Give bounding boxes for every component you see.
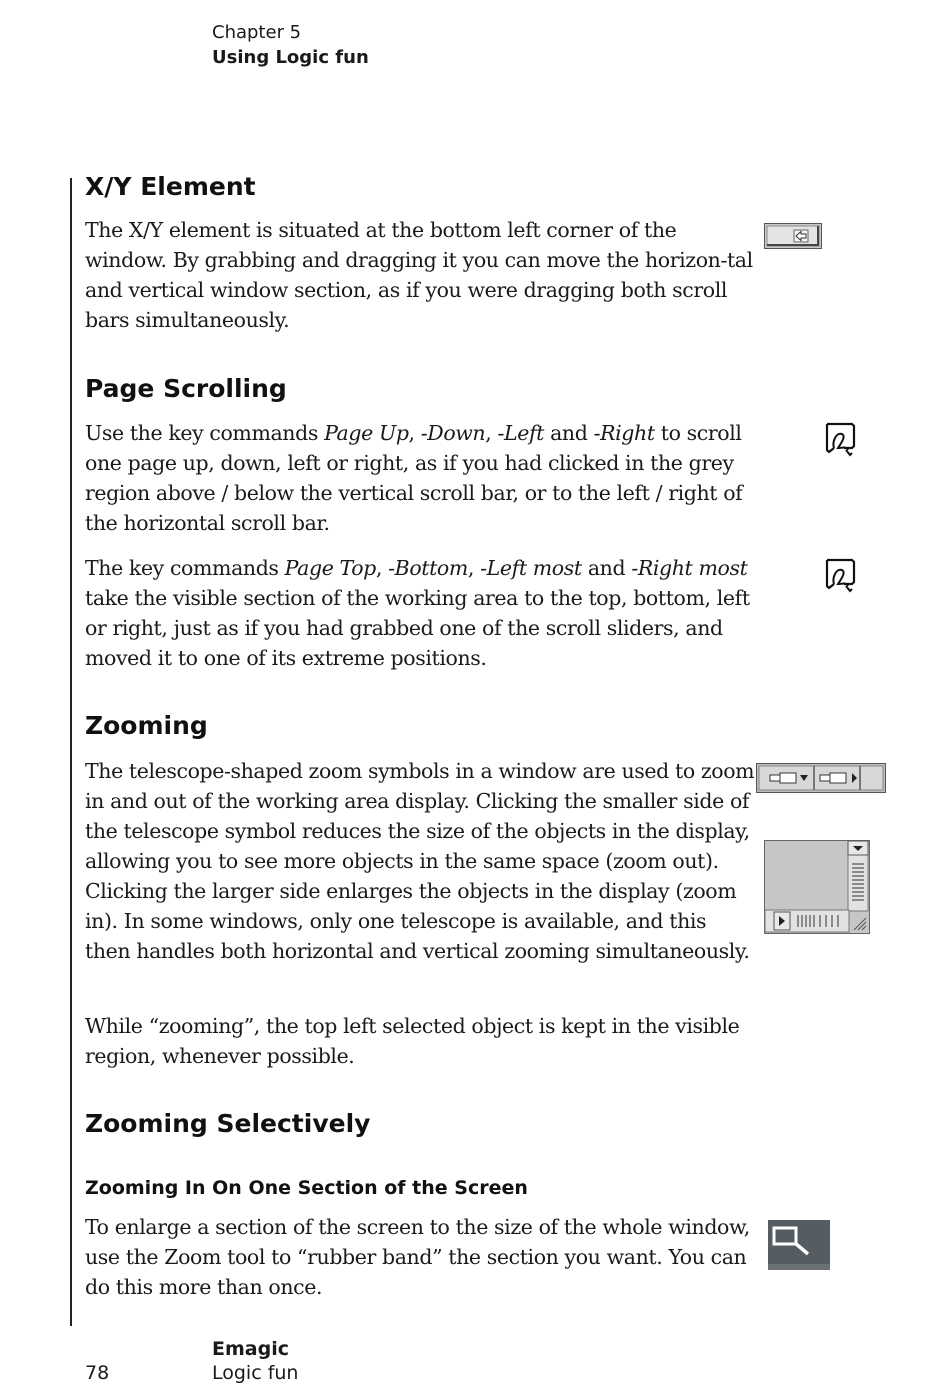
- key-command-icon: [822, 420, 860, 460]
- paragraph-xy-element: The X/Y element is situated at the bottom left corner of the window. By grabbing and dragging it you can move the horizon-tal and vertical window section, as if you were dragging both scroll bars simultaneously.: [85, 218, 753, 332]
- chapter-title: Using Logic fun: [212, 47, 369, 68]
- telescope-zoom-icon: [756, 763, 886, 793]
- heading-zooming: Zooming: [85, 711, 208, 740]
- footer-product: Logic fun: [212, 1362, 299, 1384]
- scroll-window-icon: [764, 840, 870, 934]
- zoom-tool-icon: [768, 1220, 830, 1270]
- heading-xy-element: X/Y Element: [85, 172, 256, 201]
- subheading-zoom-section: Zooming In On One Section of the Screen: [85, 1177, 528, 1199]
- margin-rule: [70, 178, 72, 1326]
- heading-page-scrolling: Page Scrolling: [85, 374, 287, 403]
- footer-brand: Emagic: [212, 1338, 289, 1360]
- paragraph-page-scrolling-1: Use the key commands Page Up, -Down, -Left and -Right to scroll one page up, down, left or right, as if you had clicked in the grey region above / below the vertical scroll bar, or to the left / right of the horizontal scroll bar.: [85, 421, 743, 535]
- page-number: 78: [85, 1362, 110, 1384]
- heading-zooming-selectively: Zooming Selectively: [85, 1109, 371, 1138]
- paragraph-zooming-selectively: To enlarge a section of the screen to the size of the whole window, use the Zoom tool to “rubber band” the section you want. You can do this more than once.: [85, 1215, 750, 1299]
- xy-element-icon: [764, 223, 822, 249]
- paragraph-page-scrolling-2: The key commands Page Top, -Bottom, -Left most and -Right most take the visible section of the working area to the top, bottom, left or right, just as if you had grabbed one of the scroll sliders, and moved it to one of its extreme positions.: [85, 556, 750, 670]
- paragraph-zooming-1: The telescope-shaped zoom symbols in a window are used to zoom in and out of the working area display. Clicking the smaller side of the telescope symbol reduces the size of the objects in the display, allowing you to see more objects in the same space (zoom out). Clicking the larger side enlarges the objects in the display (zoom in). In some windows, only one telescope is available, and this then handles both horizontal and vertical zooming simultaneously.: [85, 759, 755, 963]
- chapter-label: Chapter 5: [212, 22, 302, 43]
- key-command-icon: [822, 556, 860, 596]
- paragraph-zooming-2: While “zooming”, the top left selected object is kept in the visible region, whenever possible.: [85, 1014, 740, 1068]
